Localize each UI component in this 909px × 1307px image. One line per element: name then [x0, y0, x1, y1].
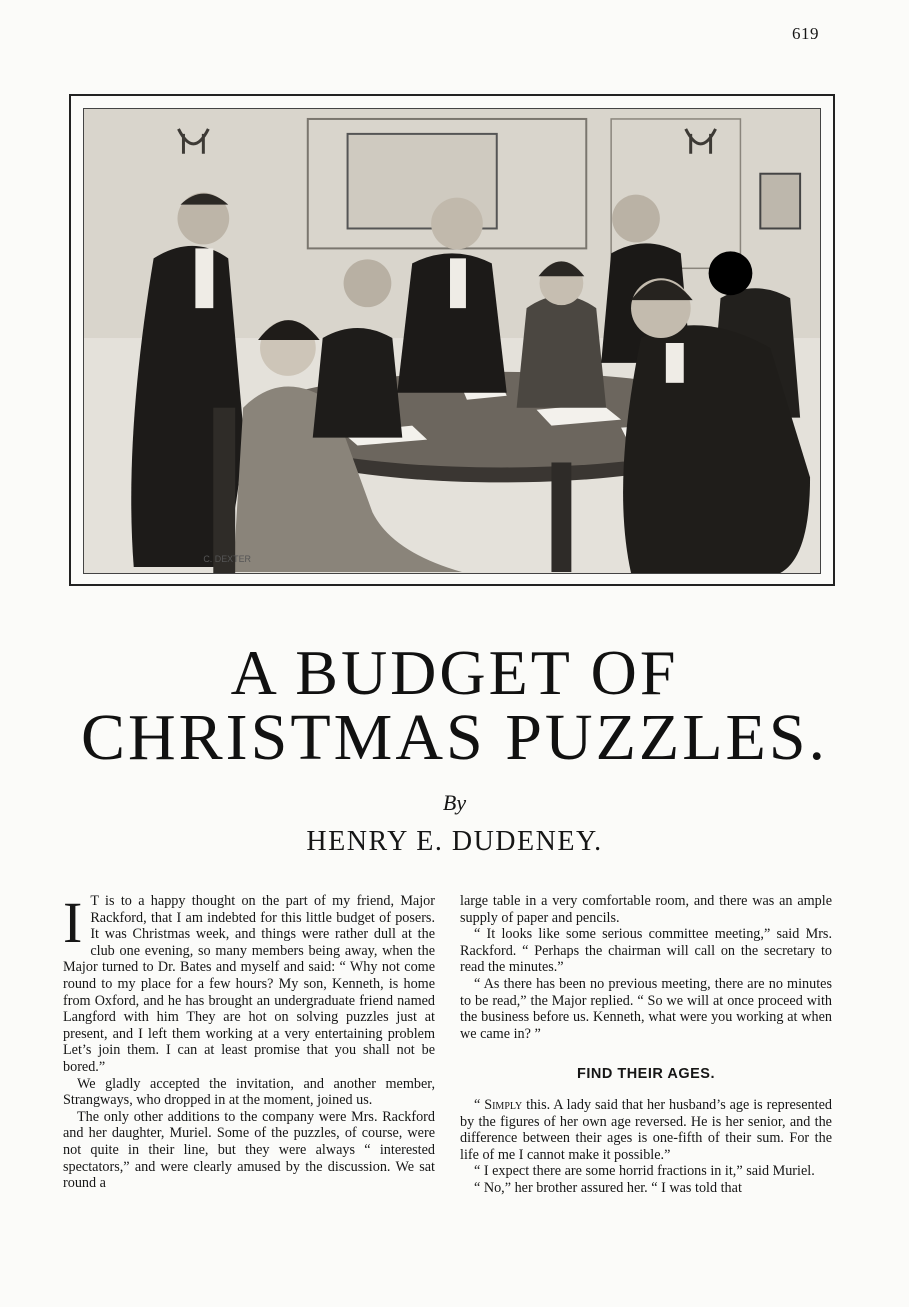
paragraph-text: T is to a happy thought on the part of my friend, Major Rackford, that I am indebted for this little budget of posers. It was Christmas week, and things were rather dull at the club one evening, so many members being away, when the Major turned to Dr. Bates and myself and said: “ Why not come round to my place for a few hours? My son, Kenneth, is home from Oxford, and he has brought an undergraduate friend named Langford with him They are hot on solving puzzles just at present, and I left them working at a very entertaining problem Let’s join them. I can at least promise that you shall not be bored.”: [63, 893, 435, 1075]
section-heading: FIND THEIR AGES.: [577, 1066, 715, 1083]
paragraph: [460, 1097, 832, 1163]
paragraph: We gladly accepted the invitation, and another member, Strangways, who dropped in at the moment, joined us.: [63, 1075, 435, 1109]
right-column: [460, 893, 832, 1197]
party-illustration: [83, 108, 821, 574]
paragraph: large table in a very comfortable room, and there was an ample supply of paper and pencils.: [460, 893, 832, 926]
article-title-line-1: A BUDGET OF: [230, 637, 679, 708]
paragraph: The only other additions to the company were Mrs. Rackford and her daughter, Muriel. Some of the puzzles, of course, were not quite in their line, but they were always “ interested spectators,” and were clearly amused by the discussion. We sat round a: [63, 1108, 435, 1192]
drop-cap: I: [63, 890, 83, 955]
svg-text:C. DEXTER: C. DEXTER: [203, 554, 252, 565]
paragraph: “ It looks like some serious committee meeting,” said Mrs. Rackford. “ Perhaps the chairman will call on the secretary to read the minutes.”: [460, 926, 832, 976]
page-number: 619: [792, 24, 819, 43]
lead-in: “ Simply: [474, 1096, 523, 1113]
paragraph: “ No,” her brother assured her. “ I was told that: [474, 1179, 742, 1196]
party-scene-drawing: [84, 109, 820, 573]
paragraph: “ I expect there are some horrid fractions in it,” said Muriel.: [474, 1163, 815, 1180]
byline: By: [442, 790, 467, 815]
paragraph: [63, 890, 435, 1076]
paragraph: “ As there has been no previous meeting, there are no minutes to be read,” the Major replied. “ So we will at once proceed with the business before us. Kenneth, what were you working at when we came in? ”: [460, 975, 832, 1042]
article-title-line-2: CHRISTMAS PUZZLES.: [80, 701, 829, 774]
illustration-frame: [69, 94, 835, 586]
paragraph-text: this. A lady said that her husband’s age is represented by the figures of her own age reversed. He is her senior, and the difference between their ages is one-fifth of their sum. For the life of me I cannot make it possible.”: [460, 1096, 832, 1163]
left-column: [63, 890, 435, 1192]
author-name: HENRY E. DUDENEY.: [306, 826, 603, 857]
